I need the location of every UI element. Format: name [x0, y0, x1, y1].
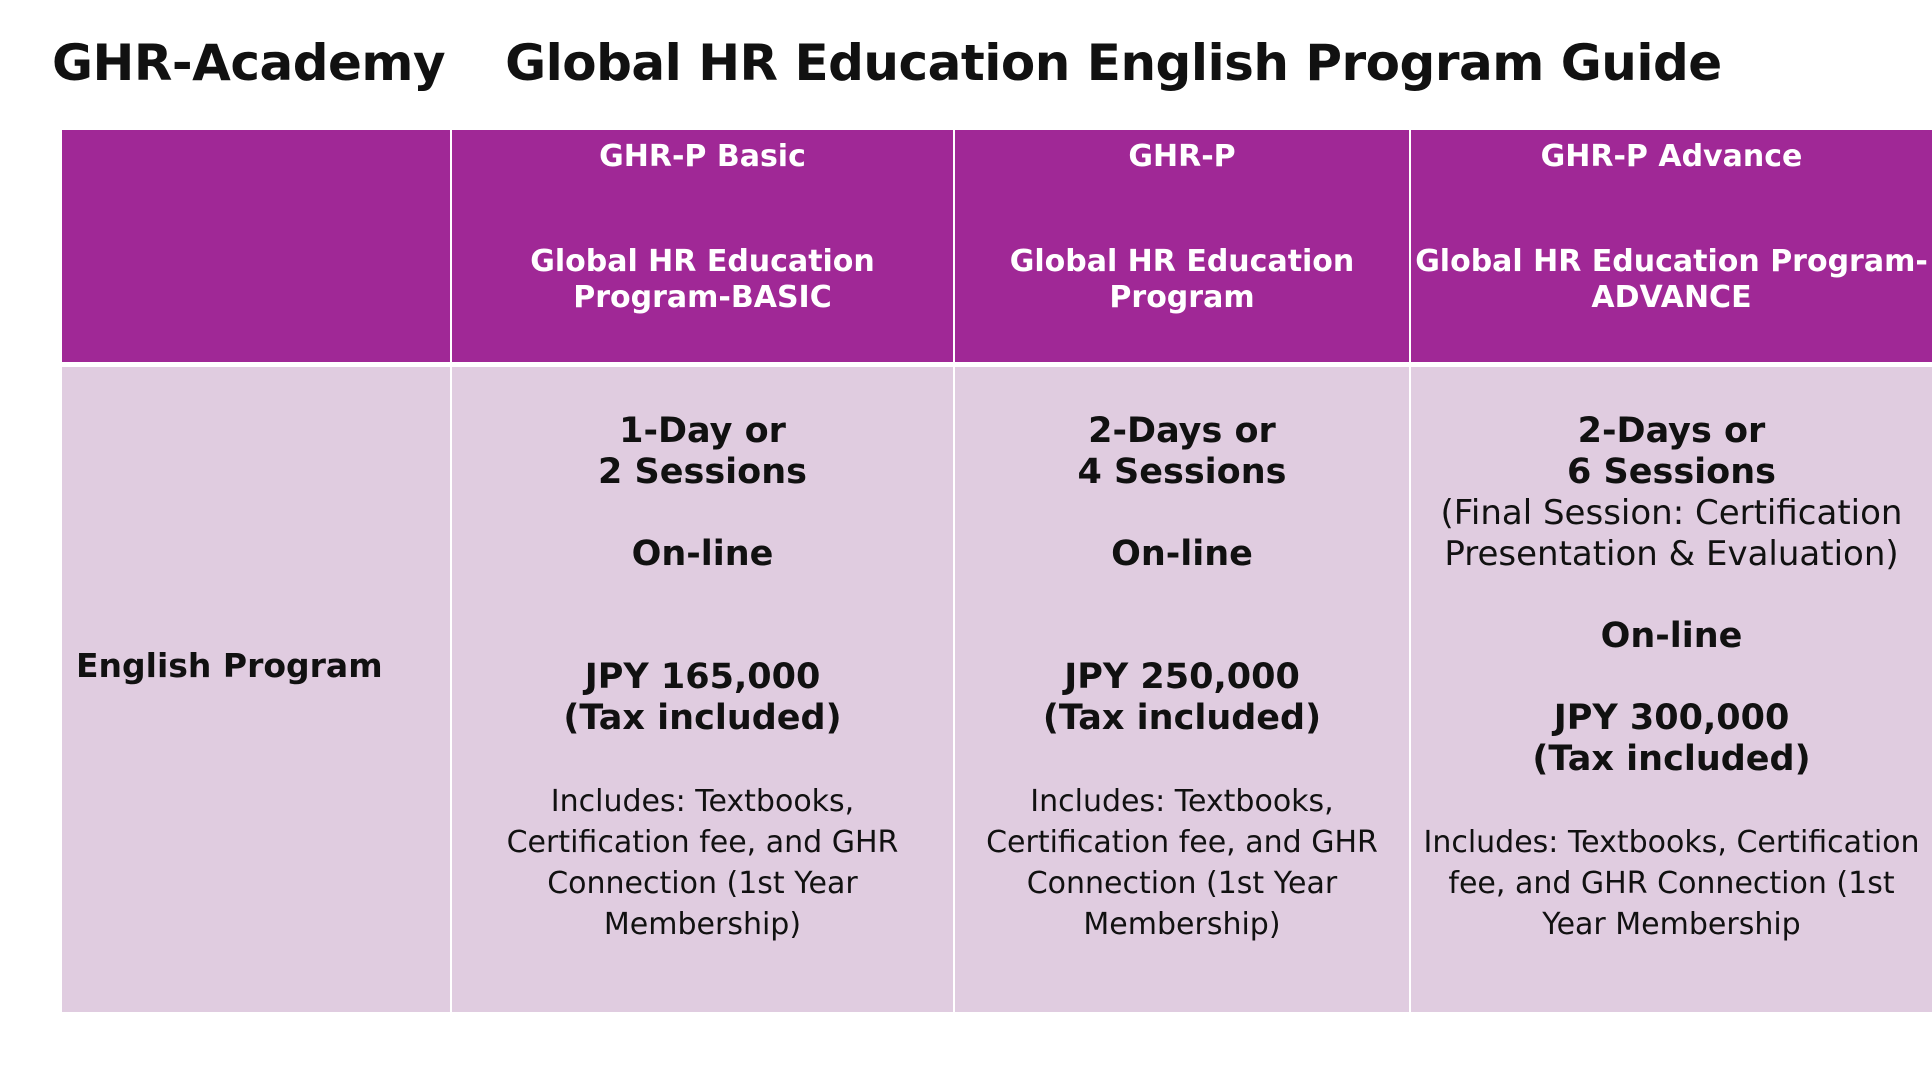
column-full-name [530, 244, 875, 316]
cell-standard [955, 367, 1409, 1012]
includes-line: Certification fee, and GHR [506, 825, 899, 860]
session-note [1441, 493, 1903, 575]
column-code: GHR-P [1128, 139, 1236, 174]
column-full-name-line: Program [1109, 280, 1255, 315]
cell-basic [452, 367, 953, 1012]
column-full-name-line: Global HR Education [530, 244, 875, 279]
includes-line: fee, and GHR Connection (1st [1448, 866, 1895, 901]
includes-line: Includes: Textbooks, [1030, 784, 1334, 819]
sessions-line: 4 Sessions [1077, 452, 1287, 492]
price-line: JPY 165,000 [584, 657, 821, 697]
includes-line: Membership) [1083, 907, 1281, 942]
sessions-line: 2 Sessions [598, 452, 807, 492]
price-line: JPY 250,000 [1064, 657, 1300, 697]
sessions-line: 1-Day or [619, 411, 786, 451]
sessions-line: 6 Sessions [1567, 452, 1776, 492]
sessions-text [1567, 411, 1776, 493]
title-row [52, 28, 1722, 98]
includes-line: Membership) [603, 907, 802, 942]
sessions-text [598, 411, 807, 493]
sessions-line: 2-Days or [1088, 411, 1276, 451]
includes-text [986, 781, 1378, 945]
includes-line: Includes: Textbooks, Certification [1423, 825, 1920, 860]
cell-advance [1411, 367, 1932, 1012]
column-code: GHR-P Basic [599, 139, 806, 174]
includes-line: Connection (1st Year [1026, 866, 1338, 901]
price-line: JPY 300,000 [1553, 698, 1790, 738]
column-full-name-line: Global HR Education Program- [1415, 244, 1928, 279]
brand-name: GHR-Academy [52, 34, 446, 92]
price-text [563, 657, 841, 739]
program-table [62, 130, 1932, 1012]
delivery-mode: On-line [1111, 534, 1253, 574]
sessions-text [1078, 411, 1287, 493]
price-line: (Tax included) [1532, 739, 1811, 779]
column-full-name [1010, 244, 1355, 316]
includes-text [507, 781, 899, 945]
includes-line: Certification fee, and GHR [986, 825, 1378, 860]
includes-line: Year Membership [1542, 907, 1801, 942]
column-code: GHR-P Advance [1540, 139, 1803, 174]
includes-line: Includes: Textbooks, [550, 784, 855, 819]
page-title: Global HR Education English Program Guide [505, 34, 1722, 92]
column-header-standard [955, 130, 1409, 362]
column-header-basic [452, 130, 953, 362]
delivery-mode: On-line [1600, 616, 1743, 656]
session-note-line: Presentation & Evaluation) [1444, 534, 1899, 574]
column-full-name [1415, 244, 1928, 316]
price-line: (Tax included) [1042, 698, 1322, 738]
session-note-line: (Final Session: Certification [1440, 493, 1903, 533]
row-label: English Program [62, 367, 450, 1012]
header-corner-cell [62, 130, 450, 362]
includes-line: Connection (1st Year [547, 866, 858, 901]
includes-text [1423, 822, 1919, 945]
delivery-mode: On-line [631, 534, 774, 574]
sessions-line: 2-Days or [1577, 411, 1766, 451]
price-text [1043, 657, 1321, 739]
column-header-advance [1411, 130, 1932, 362]
column-full-name-line: Global HR Education [1009, 244, 1355, 279]
column-full-name-line: ADVANCE [1591, 280, 1752, 315]
price-text [1532, 698, 1810, 780]
price-line: (Tax included) [563, 698, 842, 738]
column-full-name-line: Program-BASIC [573, 280, 832, 315]
